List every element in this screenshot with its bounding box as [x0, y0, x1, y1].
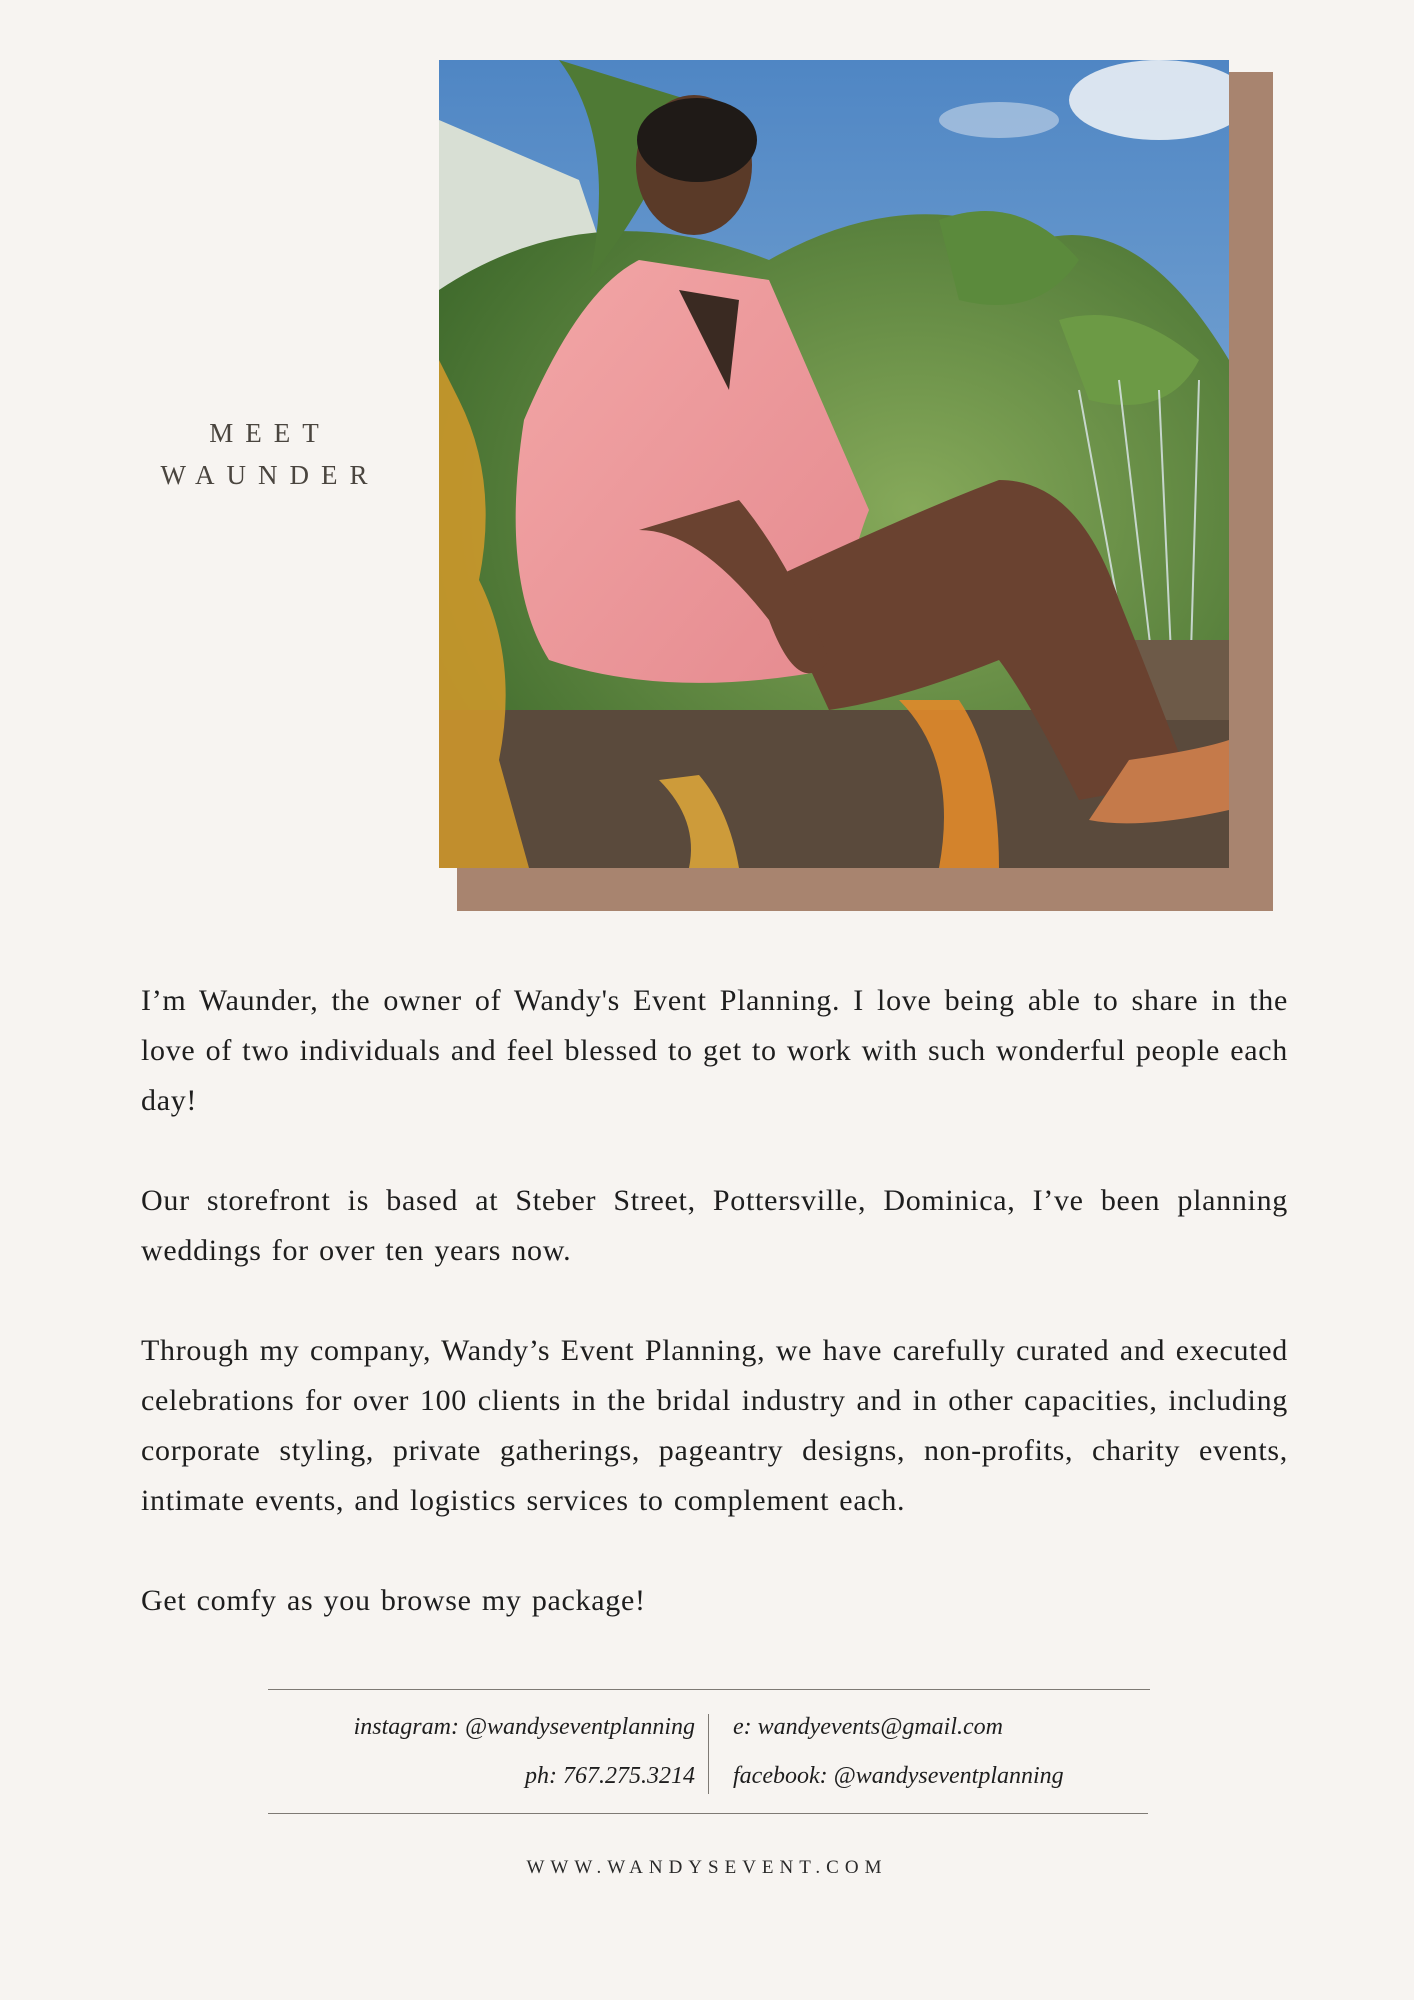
page-heading	[120, 412, 420, 496]
bio-paragraph-intro: I’m Waunder, the owner of Wandy's Event Planning. I love being able to share in the love of two individuals and feel blessed to get to work with such wonderful people each day!	[141, 984, 1288, 1117]
heading-line-meet: MEET	[209, 418, 331, 448]
contact-bottom-rule	[268, 1813, 1148, 1814]
contact-facebook[interactable]: facebook: @wandyseventplanning	[733, 1763, 1064, 1789]
bio-paragraph-closing: Get comfy as you browse my package!	[141, 1584, 646, 1617]
portrait-photo-icon	[439, 60, 1229, 868]
portrait-photo	[439, 60, 1229, 868]
bio-text	[141, 976, 1288, 1626]
contact-instagram[interactable]: instagram: @wandyseventplanning	[353, 1714, 695, 1740]
contact-email[interactable]: e: wandyevents@gmail.com	[733, 1714, 1003, 1740]
contact-top-rule	[268, 1689, 1150, 1690]
heading-line-name: WAUNDER	[160, 460, 380, 490]
bio-paragraph-storefront: Our storefront is based at Steber Street, Pottersville, Dominica, I’ve been planning weddings for over ten years now.	[141, 1184, 1288, 1267]
contact-phone[interactable]: ph: 767.275.3214	[525, 1763, 695, 1789]
website-link[interactable]: WWW.WANDYSEVENT.COM	[526, 1857, 888, 1878]
contact-divider	[708, 1714, 709, 1794]
bio-paragraph-company: Through my company, Wandy’s Event Planning, we have carefully curated and executed celebrations for over 100 clients in the bridal industry and in other capacities, including corporate styling, private gatherings, pageantry designs, non-profits, charity events, intimate events, and logistics services to complement each.	[141, 1334, 1288, 1517]
